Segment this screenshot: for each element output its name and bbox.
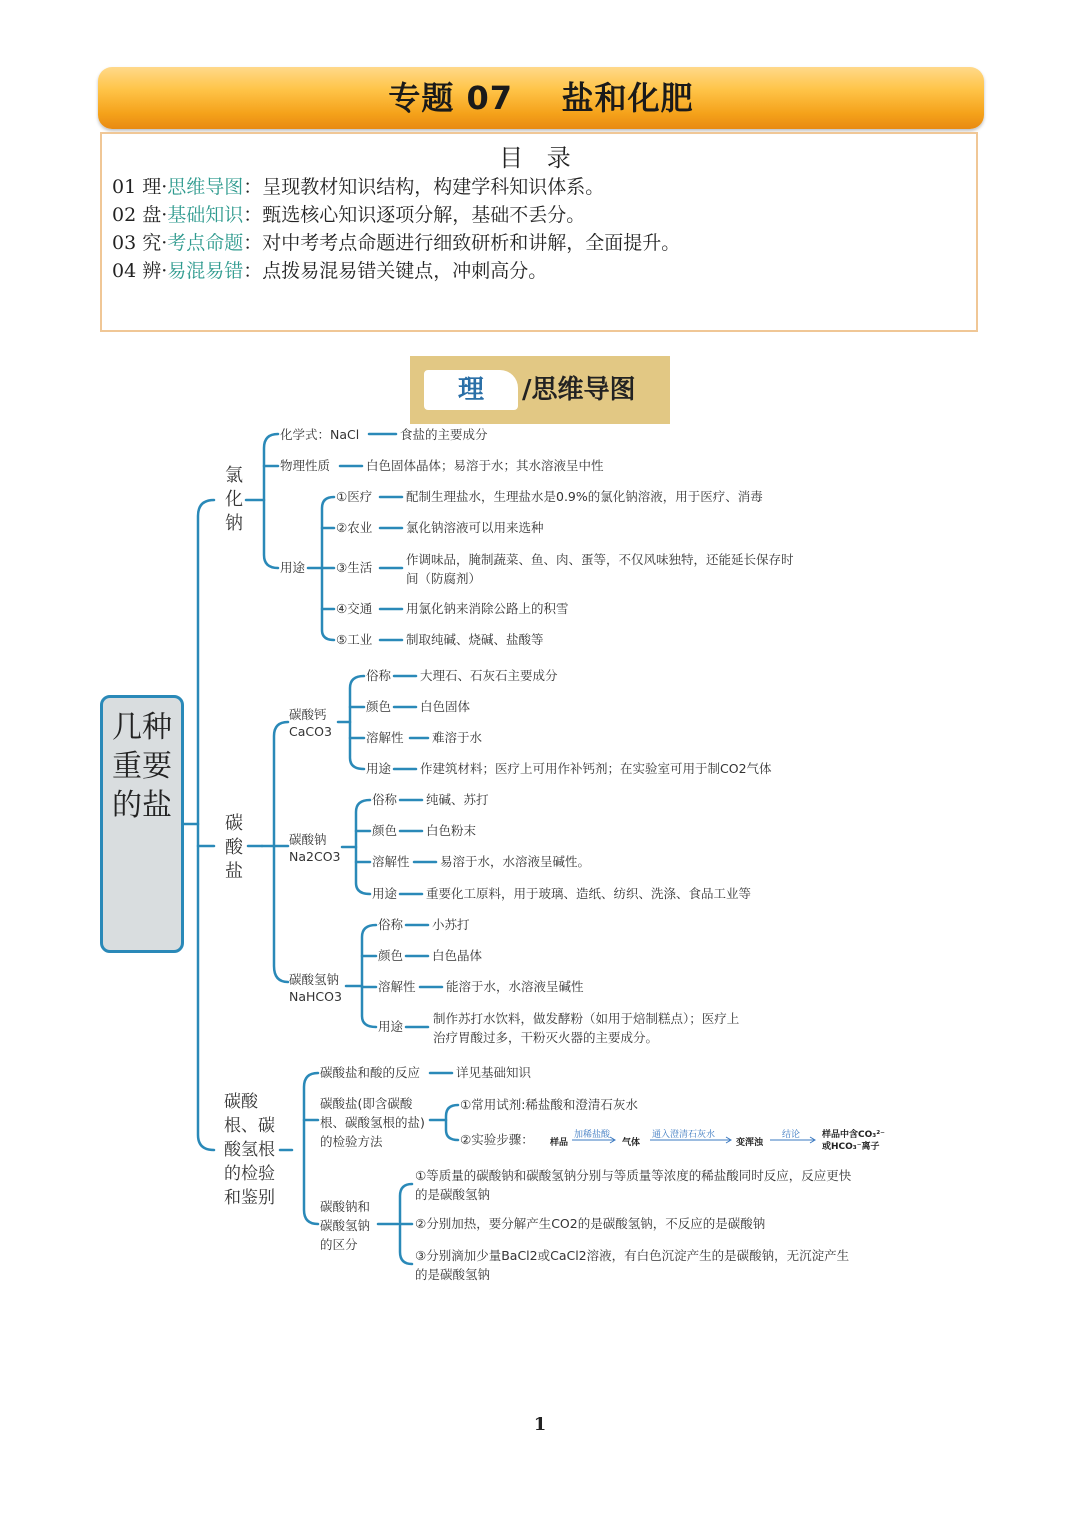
toc-item: 03 究·考点命题：对中考考点命题进行细致研析和讲解，全面提升。 — [112, 232, 681, 254]
prop-value: 作建筑材料；医疗上可用作补钙剂；在实验室可用于制CO2气体 — [420, 761, 772, 776]
section-badge: 理 — [457, 375, 484, 405]
toc-item: 01 理·思维导图：呈现教材知识结构，构建学科知识体系。 — [112, 176, 605, 198]
reaction-note: 详见基础知识 — [456, 1065, 532, 1080]
prop-value: 白色晶体 — [432, 948, 483, 963]
method-label: 碳酸盐(即含碳酸根、碳酸氢根的盐) 的检验方法 — [320, 1096, 425, 1149]
nacl-formula-note: 食盐的主要成分 — [400, 427, 488, 442]
group-name: 碳酸钠 — [289, 832, 327, 847]
flow-sample: 样品 — [550, 1138, 569, 1148]
nacl-use: 用途 — [280, 560, 306, 575]
prop-value: 难溶于水 — [432, 730, 483, 745]
flow-result: 样品中含CO₃²⁻或HCO₃⁻离子 — [822, 1130, 885, 1152]
toc-heading: 目 录 — [499, 144, 579, 172]
section-label: /思维导图 — [522, 375, 636, 405]
use-value: 用氯化钠来消除公路上的积雪 — [406, 601, 569, 616]
prop-key: 用途 — [378, 1019, 404, 1034]
toc-item: 04 辨·易混易错：点拨易混易错关键点，冲刺高分。 — [112, 260, 548, 282]
prop-value: 易溶于水，水溶液呈碱性。 — [440, 854, 591, 869]
group-name: 碳酸氢钠 — [289, 972, 340, 987]
prop-key: 俗称 — [372, 792, 398, 807]
group-formula: Na2CO3 — [289, 849, 341, 864]
steps-label: ②实验步骤： — [460, 1132, 534, 1147]
nacl-formula: 化学式：NaCl — [280, 427, 360, 442]
flow-conclude: 结论 — [782, 1130, 801, 1140]
use-key: ③生活 — [336, 560, 373, 575]
use-value: 氯化钠溶液可以用来选种 — [406, 520, 544, 535]
use-key: ①医疗 — [336, 489, 373, 504]
prop-value: 白色粉末 — [426, 823, 477, 838]
prop-key: 用途 — [372, 886, 398, 901]
prop-key: 颜色 — [366, 699, 392, 714]
distinguish-label: 碳酸钠和碳酸氢钠的区分 — [320, 1199, 371, 1252]
group-formula: NaHCO3 — [289, 989, 342, 1004]
prop-key: 颜色 — [372, 823, 398, 838]
page-title: 专题 07 盐和化肥 — [388, 79, 694, 117]
root-title: 几种重要的盐 — [112, 710, 172, 823]
flow-gas: 气体 — [622, 1138, 641, 1148]
group-name: 碳酸钙 — [289, 707, 327, 722]
group-formula: CaCO3 — [289, 724, 332, 739]
branch-carbonate: 碳酸盐 — [225, 813, 243, 882]
flow-add-acid: 加稀盐酸 — [574, 1130, 611, 1140]
use-key: ②农业 — [336, 520, 373, 535]
distinguish-method: ②分别加热，要分解产生CO2的是碳酸氢钠，不反应的是碳酸钠 — [415, 1216, 766, 1231]
use-key: ⑤工业 — [336, 632, 373, 647]
prop-value: 纯碱、苏打 — [426, 792, 489, 807]
flow-turbid: 变浑浊 — [736, 1138, 764, 1148]
flow-pass: 通入澄清石灰水 — [652, 1130, 716, 1140]
reaction-label: 碳酸盐和酸的反应 — [320, 1065, 421, 1080]
reagent-label: ①常用试剂:稀盐酸和澄清石灰水 — [460, 1097, 638, 1112]
prop-value: 重要化工原料，用于玻璃、造纸、纺织、洗涤、食品工业等 — [426, 886, 752, 901]
distinguish-method: ③分别滴加少量BaCl2或CaCl2溶液，有白色沉淀产生的是碳酸钠，无沉淀产生的是碳酸氢钠 — [415, 1248, 850, 1282]
prop-key: 俗称 — [366, 668, 392, 683]
use-value: 配制生理盐水，生理盐水是0.9%的氯化钠溶液，用于医疗、消毒 — [406, 489, 763, 504]
prop-key: 颜色 — [378, 948, 404, 963]
use-value: 制取纯碱、烧碱、盐酸等 — [406, 632, 544, 647]
prop-key: 俗称 — [378, 917, 404, 932]
branch-nacl: 氯化钠 — [225, 465, 243, 534]
prop-value: 制作苏打水饮料，做发酵粉（如用于焙制糕点）；医疗上治疗胃酸过多，干粉灭火器的主要成分。 — [433, 1011, 740, 1045]
prop-value: 能溶于水，水溶液呈碱性 — [446, 979, 584, 994]
prop-value: 大理石、石灰石主要成分 — [420, 668, 558, 683]
branch-detect: 碳酸根、碳酸氢根的检验和鉴别 — [224, 1092, 275, 1208]
prop-key: 溶解性 — [372, 854, 410, 869]
toc-item: 02 盘·基础知识：甄选核心知识逐项分解，基础不丢分。 — [112, 204, 586, 226]
prop-key: 溶解性 — [378, 979, 416, 994]
prop-value: 小苏打 — [432, 917, 470, 932]
distinguish-method: ①等质量的碳酸钠和碳酸氢钠分别与等质量等浓度的稀盐酸同时反应，反应更快的是碳酸氢钠 — [415, 1168, 852, 1202]
mindmap-root — [100, 695, 184, 953]
page-number: 1 — [533, 1414, 547, 1435]
prop-key: 溶解性 — [366, 730, 404, 745]
prop-value: 白色固体 — [420, 699, 471, 714]
prop-key: 用途 — [366, 761, 392, 776]
nacl-physical-note: 白色固体晶体；易溶于水；其水溶液呈中性 — [366, 458, 604, 473]
use-key: ④交通 — [336, 601, 373, 616]
use-value: 作调味品，腌制蔬菜、鱼、肉、蛋等，不仅风味独特，还能延长保存时间（防腐剂） — [406, 552, 794, 586]
nacl-physical: 物理性质 — [280, 458, 331, 473]
